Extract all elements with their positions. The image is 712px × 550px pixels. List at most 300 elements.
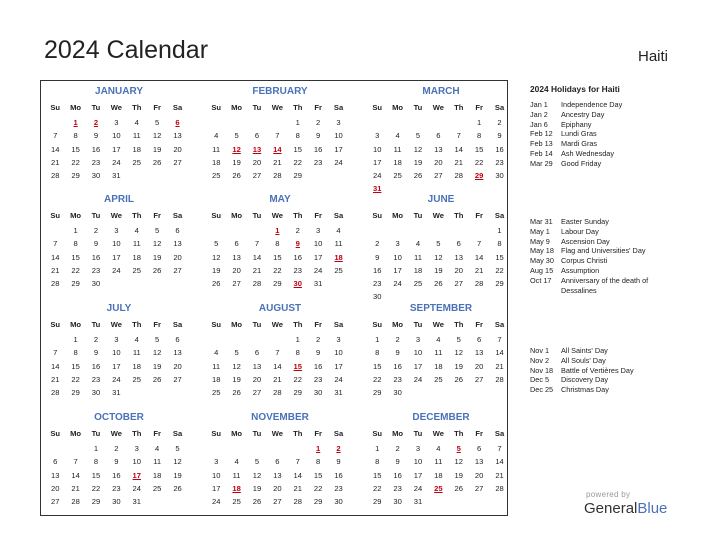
day-cell: 12 bbox=[232, 361, 241, 371]
day-cell: 26 bbox=[454, 483, 463, 493]
day-cell: 20 bbox=[232, 265, 241, 275]
weekday-header: Fr bbox=[314, 103, 322, 112]
month-february bbox=[210, 83, 350, 182]
holiday-date: Oct 17 bbox=[530, 275, 552, 285]
day-cell: 11 bbox=[132, 131, 141, 141]
empty-cell bbox=[428, 224, 448, 237]
month-grid bbox=[367, 318, 511, 399]
holiday-row bbox=[530, 266, 680, 276]
month-name: MARCH bbox=[422, 86, 460, 97]
day-cell: 9 bbox=[93, 239, 99, 249]
day-cell: 26 bbox=[454, 374, 463, 384]
day-cell: 12 bbox=[434, 252, 443, 262]
day-cell: 10 bbox=[112, 239, 121, 249]
day-cell: 27 bbox=[173, 265, 182, 275]
empty-cell bbox=[226, 224, 246, 237]
weekday-header: Mo bbox=[392, 211, 404, 220]
month-grid bbox=[367, 427, 511, 508]
day-cell: 21 bbox=[50, 157, 60, 167]
day-cell: 15 bbox=[71, 252, 80, 262]
holiday-row bbox=[530, 149, 680, 159]
day-cell: 6 bbox=[53, 457, 58, 467]
holiday-name: Epiphany bbox=[561, 119, 592, 129]
empty-cell bbox=[65, 442, 85, 455]
day-cell: 20 bbox=[454, 265, 463, 275]
holiday-date: Dec 25 bbox=[530, 385, 554, 395]
day-cell: 8 bbox=[275, 239, 280, 249]
weekday-header: Sa bbox=[333, 103, 344, 112]
weekday-header: Mo bbox=[70, 103, 82, 112]
day-cell: 14 bbox=[495, 457, 504, 467]
day-cell: 17 bbox=[413, 470, 423, 480]
empty-cell bbox=[469, 224, 489, 237]
day-cell: 4 bbox=[395, 131, 400, 141]
weekday-header: We bbox=[110, 320, 122, 329]
weekday-header: Mo bbox=[70, 320, 82, 329]
day-cell: 9 bbox=[114, 457, 119, 467]
day-cell: 5 bbox=[415, 131, 421, 141]
day-cell: 2 bbox=[295, 226, 300, 236]
day-cell: 24 bbox=[334, 374, 343, 384]
weekday-header: We bbox=[271, 103, 283, 112]
holiday-name: Good Friday bbox=[561, 158, 602, 168]
weekday-header: Sa bbox=[494, 429, 505, 438]
weekday-header: Th bbox=[454, 320, 464, 329]
holiday-row bbox=[530, 375, 680, 385]
month-name: NOVEMBER bbox=[251, 412, 309, 423]
day-cell: 19 bbox=[152, 144, 162, 154]
month-name: JUNE bbox=[427, 194, 455, 205]
day-cell: 15 bbox=[474, 144, 484, 154]
day-cell: 2 bbox=[316, 335, 321, 345]
empty-cell bbox=[267, 442, 287, 455]
day-cell: 27 bbox=[173, 157, 182, 167]
day-cell: 8 bbox=[295, 131, 300, 141]
day-cell: 24 bbox=[334, 157, 343, 167]
month-grid bbox=[45, 427, 189, 508]
day-cell: 18 bbox=[413, 265, 423, 275]
weekday-header: Su bbox=[50, 103, 61, 112]
holiday-row bbox=[530, 385, 680, 395]
weekday-header: Fr bbox=[475, 103, 483, 112]
day-cell: 13 bbox=[173, 131, 182, 141]
day-cell: 7 bbox=[497, 335, 502, 345]
holiday-name: Lundi Gras bbox=[561, 129, 597, 139]
empty-cell bbox=[206, 224, 226, 237]
empty-cell bbox=[247, 333, 267, 346]
day-cell: 24 bbox=[372, 170, 382, 180]
day-cell: 23 bbox=[393, 374, 402, 384]
day-cell: 6 bbox=[477, 444, 482, 454]
powered-by-label: powered by bbox=[586, 490, 631, 499]
weekday-header: Sa bbox=[333, 429, 344, 438]
day-cell: 27 bbox=[434, 170, 443, 180]
weekday-header: Fr bbox=[153, 211, 161, 220]
day-cell: 14 bbox=[474, 252, 484, 262]
day-cell: 31 bbox=[413, 496, 423, 506]
holiday-name: Corpus Christi bbox=[561, 256, 608, 266]
day-cell: 2 bbox=[93, 226, 99, 236]
day-cell: 29 bbox=[293, 170, 302, 180]
empty-cell bbox=[206, 116, 226, 129]
holiday-date: Feb 13 bbox=[530, 139, 553, 149]
day-cell: 28 bbox=[50, 278, 60, 288]
holiday-row bbox=[530, 159, 680, 169]
day-cell: 13 bbox=[173, 239, 182, 249]
day-cell: 6 bbox=[175, 335, 180, 345]
weekday-header: Tu bbox=[91, 211, 101, 220]
holiday-name: Battle of Vertières Day bbox=[561, 365, 634, 375]
day-cell: 18 bbox=[393, 157, 402, 167]
day-cell: 18 bbox=[152, 470, 162, 480]
holiday-row bbox=[530, 100, 680, 110]
weekday-header: We bbox=[110, 429, 122, 438]
day-cell: 29 bbox=[71, 170, 80, 180]
empty-cell bbox=[367, 116, 387, 129]
day-cell: 23 bbox=[393, 483, 402, 493]
weekday-header: Th bbox=[454, 103, 464, 112]
holiday-name: Anniversary of the death of Dessalines bbox=[561, 275, 649, 295]
day-cell: 16 bbox=[313, 361, 323, 371]
day-cell: 20 bbox=[252, 374, 262, 384]
day-cell: 29 bbox=[273, 278, 282, 288]
holiday-day-cell: 12 bbox=[232, 144, 241, 154]
day-cell: 23 bbox=[293, 265, 302, 275]
day-cell: 10 bbox=[393, 252, 402, 262]
holiday-date: Nov 18 bbox=[530, 365, 554, 375]
day-cell: 26 bbox=[232, 170, 241, 180]
generalblue-logo[interactable] bbox=[584, 500, 667, 517]
day-cell: 27 bbox=[474, 374, 484, 384]
empty-cell bbox=[45, 116, 65, 129]
day-cell: 14 bbox=[50, 252, 60, 262]
day-cell: 30 bbox=[112, 496, 121, 506]
weekday-header: Tu bbox=[252, 429, 262, 438]
holiday-date: May 18 bbox=[530, 246, 554, 256]
day-cell: 25 bbox=[393, 170, 402, 180]
day-cell: 5 bbox=[234, 131, 239, 141]
day-cell: 7 bbox=[275, 348, 280, 358]
day-cell: 4 bbox=[234, 457, 239, 467]
day-cell: 6 bbox=[456, 239, 461, 249]
weekday-header: Su bbox=[211, 103, 222, 112]
day-cell: 9 bbox=[375, 252, 380, 262]
day-cell: 15 bbox=[71, 144, 80, 154]
empty-cell bbox=[247, 442, 267, 455]
day-cell: 18 bbox=[211, 157, 221, 167]
day-cell: 10 bbox=[334, 131, 343, 141]
day-cell: 13 bbox=[232, 252, 241, 262]
weekday-header: Su bbox=[211, 320, 222, 329]
empty-cell bbox=[408, 224, 428, 237]
holiday-day-cell: 31 bbox=[372, 184, 382, 194]
day-cell: 20 bbox=[474, 470, 484, 480]
day-cell: 2 bbox=[316, 118, 321, 128]
day-cell: 12 bbox=[173, 457, 182, 467]
day-cell: 18 bbox=[434, 361, 443, 371]
day-cell: 20 bbox=[434, 157, 443, 167]
day-cell: 29 bbox=[293, 387, 302, 397]
day-cell: 21 bbox=[454, 157, 463, 167]
day-cell: 11 bbox=[153, 457, 162, 467]
day-cell: 19 bbox=[413, 157, 423, 167]
weekday-header: Mo bbox=[392, 429, 404, 438]
day-cell: 26 bbox=[434, 278, 443, 288]
day-cell: 12 bbox=[211, 252, 221, 262]
day-cell: 22 bbox=[293, 157, 302, 167]
day-cell: 22 bbox=[293, 374, 302, 384]
day-cell: 24 bbox=[112, 157, 121, 167]
day-cell: 13 bbox=[273, 470, 282, 480]
weekday-header: Tu bbox=[413, 211, 423, 220]
holiday-row bbox=[530, 110, 680, 120]
empty-cell bbox=[387, 224, 407, 237]
day-cell: 29 bbox=[313, 496, 323, 506]
day-cell: 9 bbox=[93, 131, 99, 141]
day-cell: 28 bbox=[252, 278, 262, 288]
day-cell: 4 bbox=[155, 444, 160, 454]
day-cell: 23 bbox=[91, 265, 101, 275]
day-cell: 12 bbox=[152, 348, 162, 358]
empty-cell bbox=[226, 333, 246, 346]
day-cell: 21 bbox=[495, 361, 504, 371]
day-cell: 22 bbox=[71, 374, 80, 384]
day-cell: 15 bbox=[91, 470, 101, 480]
weekday-header: Th bbox=[293, 211, 303, 220]
day-cell: 27 bbox=[232, 278, 241, 288]
day-cell: 29 bbox=[91, 496, 101, 506]
day-cell: 19 bbox=[454, 470, 463, 480]
day-cell: 1 bbox=[73, 226, 78, 236]
day-cell: 10 bbox=[132, 457, 141, 467]
day-cell: 23 bbox=[91, 374, 101, 384]
day-cell: 23 bbox=[313, 157, 323, 167]
month-name: APRIL bbox=[104, 194, 134, 205]
day-cell: 4 bbox=[415, 239, 421, 249]
day-cell: 22 bbox=[372, 483, 382, 493]
day-cell: 4 bbox=[214, 131, 219, 141]
day-cell: 15 bbox=[273, 252, 282, 262]
month-november bbox=[210, 409, 350, 508]
day-cell: 12 bbox=[454, 348, 463, 358]
weekday-header: Fr bbox=[314, 429, 322, 438]
holiday-name: Discovery Day bbox=[561, 375, 609, 385]
month-january bbox=[49, 83, 189, 182]
day-cell: 19 bbox=[211, 265, 221, 275]
day-cell: 14 bbox=[273, 361, 282, 371]
day-cell: 27 bbox=[454, 278, 463, 288]
empty-cell bbox=[449, 116, 469, 129]
holiday-name: Ancestry Day bbox=[561, 109, 605, 119]
day-cell: 28 bbox=[293, 496, 302, 506]
day-cell: 16 bbox=[372, 265, 382, 275]
weekday-header: Th bbox=[454, 211, 464, 220]
day-cell: 13 bbox=[50, 470, 60, 480]
weekday-header: Fr bbox=[153, 320, 161, 329]
day-cell: 3 bbox=[214, 457, 219, 467]
day-cell: 7 bbox=[73, 457, 78, 467]
empty-cell bbox=[387, 116, 407, 129]
day-cell: 16 bbox=[91, 252, 101, 262]
day-cell: 16 bbox=[495, 144, 504, 154]
day-cell: 21 bbox=[293, 483, 302, 493]
day-cell: 11 bbox=[434, 348, 443, 358]
day-cell: 4 bbox=[214, 348, 219, 358]
weekday-header: Th bbox=[132, 320, 142, 329]
day-cell: 11 bbox=[434, 457, 443, 467]
day-cell: 8 bbox=[73, 348, 78, 358]
empty-cell bbox=[45, 224, 65, 237]
day-cell: 9 bbox=[395, 348, 400, 358]
holiday-day-cell: 2 bbox=[93, 118, 99, 128]
day-cell: 8 bbox=[316, 457, 321, 467]
day-cell: 17 bbox=[413, 361, 423, 371]
day-cell: 18 bbox=[132, 144, 141, 154]
day-cell: 13 bbox=[173, 348, 182, 358]
holiday-day-cell: 14 bbox=[273, 144, 282, 154]
weekday-header: Su bbox=[50, 211, 61, 220]
day-cell: 17 bbox=[334, 361, 343, 371]
weekday-header: Tu bbox=[413, 320, 423, 329]
weekday-header: Mo bbox=[392, 320, 404, 329]
day-cell: 13 bbox=[434, 144, 443, 154]
day-cell: 9 bbox=[497, 131, 502, 141]
weekday-header: We bbox=[271, 211, 283, 220]
day-cell: 26 bbox=[152, 374, 162, 384]
day-cell: 24 bbox=[132, 483, 141, 493]
day-cell: 24 bbox=[413, 483, 423, 493]
empty-cell bbox=[206, 442, 226, 455]
day-cell: 21 bbox=[252, 265, 262, 275]
month-grid bbox=[206, 101, 350, 182]
day-cell: 27 bbox=[173, 374, 182, 384]
weekday-header: Su bbox=[50, 320, 61, 329]
day-cell: 5 bbox=[155, 335, 160, 345]
empty-cell bbox=[45, 442, 65, 455]
day-cell: 2 bbox=[375, 239, 380, 249]
weekday-header: Sa bbox=[172, 211, 183, 220]
day-cell: 14 bbox=[50, 144, 60, 154]
day-cell: 3 bbox=[375, 131, 380, 141]
empty-cell bbox=[408, 116, 428, 129]
day-cell: 14 bbox=[252, 252, 262, 262]
day-cell: 7 bbox=[497, 444, 502, 454]
day-cell: 9 bbox=[93, 348, 99, 358]
weekday-header: Sa bbox=[172, 429, 183, 438]
day-cell: 10 bbox=[413, 457, 423, 467]
day-cell: 1 bbox=[497, 226, 502, 236]
country-label: Haiti bbox=[637, 48, 668, 65]
holiday-name: Ascension Day bbox=[561, 236, 610, 246]
day-cell: 27 bbox=[273, 496, 282, 506]
day-cell: 22 bbox=[273, 265, 282, 275]
weekday-header: Tu bbox=[91, 429, 101, 438]
holiday-group bbox=[530, 100, 680, 169]
month-may bbox=[210, 191, 350, 290]
day-cell: 20 bbox=[50, 483, 60, 493]
day-cell: 6 bbox=[175, 226, 180, 236]
empty-cell bbox=[267, 333, 287, 346]
day-cell: 28 bbox=[50, 170, 60, 180]
day-cell: 17 bbox=[313, 252, 323, 262]
holiday-row bbox=[530, 246, 680, 256]
weekday-header: Mo bbox=[70, 211, 82, 220]
day-cell: 24 bbox=[112, 374, 121, 384]
weekday-header: Fr bbox=[475, 429, 483, 438]
day-cell: 26 bbox=[413, 170, 423, 180]
day-cell: 6 bbox=[477, 335, 482, 345]
day-cell: 8 bbox=[375, 457, 380, 467]
day-cell: 27 bbox=[474, 483, 484, 493]
day-cell: 21 bbox=[71, 483, 80, 493]
weekday-header: Fr bbox=[314, 211, 322, 220]
holiday-name: Ash Wednesday bbox=[561, 148, 615, 158]
holiday-row bbox=[530, 256, 680, 266]
weekday-header: Th bbox=[293, 429, 303, 438]
weekday-header: Fr bbox=[475, 320, 483, 329]
weekday-header: Tu bbox=[252, 320, 262, 329]
weekday-header: We bbox=[432, 429, 444, 438]
month-name: DECEMBER bbox=[412, 412, 470, 423]
holiday-row bbox=[530, 139, 680, 149]
month-march bbox=[371, 83, 511, 195]
month-grid bbox=[206, 318, 350, 399]
day-cell: 18 bbox=[211, 374, 221, 384]
day-cell: 27 bbox=[252, 170, 262, 180]
holiday-date: May 1 bbox=[530, 226, 550, 236]
day-cell: 17 bbox=[112, 144, 121, 154]
holiday-date: Nov 1 bbox=[530, 346, 550, 355]
day-cell: 9 bbox=[316, 131, 321, 141]
day-cell: 23 bbox=[91, 157, 101, 167]
day-cell: 28 bbox=[495, 374, 504, 384]
holiday-row bbox=[530, 120, 680, 130]
holiday-name: Easter Sunday bbox=[561, 217, 609, 226]
day-cell: 14 bbox=[454, 144, 463, 154]
day-cell: 19 bbox=[232, 157, 241, 167]
holiday-day-cell: 29 bbox=[474, 170, 484, 180]
day-cell: 12 bbox=[413, 144, 423, 154]
weekday-header: Tu bbox=[91, 320, 101, 329]
holiday-name: All Saints' Day bbox=[561, 346, 608, 355]
month-july bbox=[49, 300, 189, 399]
holiday-date: Jan 2 bbox=[530, 109, 548, 119]
day-cell: 22 bbox=[71, 265, 80, 275]
month-grid bbox=[45, 318, 189, 399]
day-cell: 29 bbox=[71, 278, 80, 288]
day-cell: 17 bbox=[211, 483, 221, 493]
day-cell: 3 bbox=[336, 335, 341, 345]
day-cell: 16 bbox=[112, 470, 121, 480]
weekday-header: Sa bbox=[172, 103, 183, 112]
weekday-header: Su bbox=[50, 429, 61, 438]
day-cell: 27 bbox=[50, 496, 60, 506]
day-cell: 10 bbox=[313, 239, 323, 249]
day-cell: 21 bbox=[50, 374, 60, 384]
day-cell: 20 bbox=[173, 361, 182, 371]
empty-cell bbox=[367, 224, 387, 237]
day-cell: 16 bbox=[313, 144, 323, 154]
holiday-name: Labour Day bbox=[561, 226, 599, 236]
day-cell: 10 bbox=[334, 348, 343, 358]
day-cell: 3 bbox=[415, 444, 421, 454]
month-grid bbox=[45, 101, 189, 182]
day-cell: 19 bbox=[434, 265, 443, 275]
day-cell: 23 bbox=[334, 483, 343, 493]
weekday-header: Su bbox=[211, 429, 222, 438]
day-cell: 9 bbox=[316, 348, 321, 358]
holiday-day-cell: 1 bbox=[275, 226, 280, 236]
